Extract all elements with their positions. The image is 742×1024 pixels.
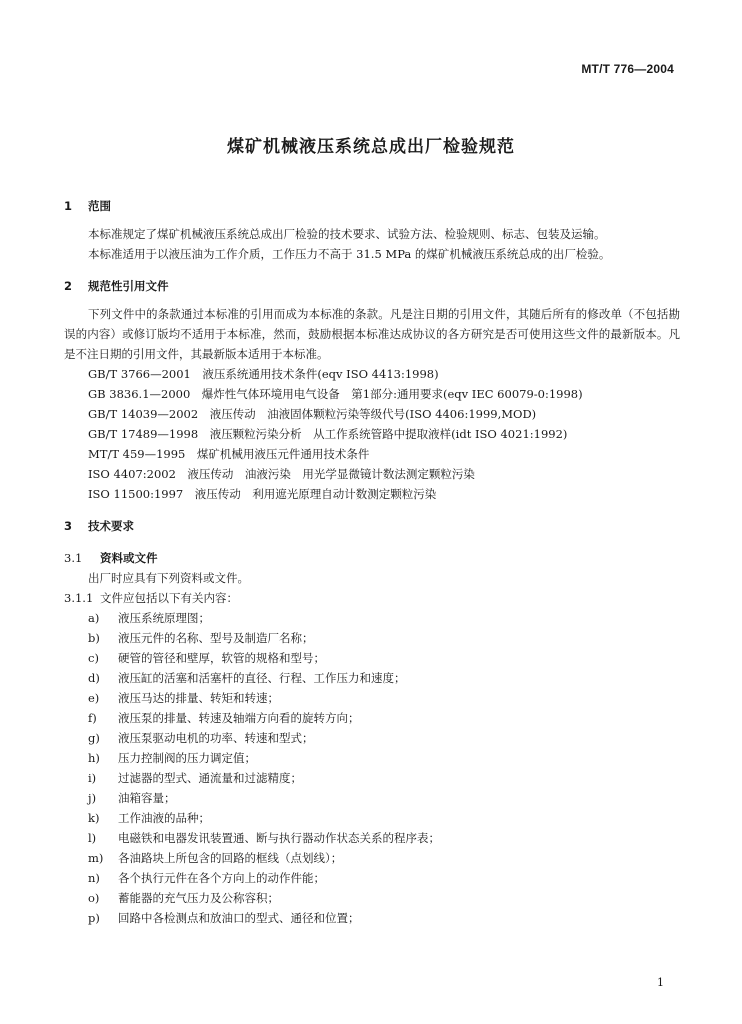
section-title: 技术要求 (88, 519, 134, 533)
list-item-text: 液压马达的排量、转矩和转速； (118, 691, 279, 705)
list-item-text: 液压泵驱动电机的功率、转速和型式； (118, 731, 314, 745)
subsection-text: 文件应包括以下有关内容： (100, 591, 238, 605)
list-item-text: 各油路块上所包含的回路的框线（点划线）； (118, 851, 343, 865)
list-item-label: h) (88, 751, 100, 765)
reference-item: GB/T 3766—2001 液压系统通用技术条件(eqv ISO 4413:1998) (88, 367, 439, 381)
section-2-heading (64, 276, 680, 296)
list-item-label: o) (88, 891, 100, 905)
list-item (64, 668, 680, 688)
list-item-text: 液压系统原理图； (118, 611, 210, 625)
reference-item: ISO 11500:1997 液压传动 利用遮光原理自动计数测定颗粒污染 (88, 487, 437, 501)
section-title: 规范性引用文件 (88, 279, 169, 293)
section-1-heading (64, 196, 680, 216)
list-item-label: f) (88, 711, 97, 725)
list-item-label: c) (88, 651, 99, 665)
list-item-label: n) (88, 871, 100, 885)
reference-item: GB/T 14039—2002 液压传动 油液固体颗粒污染等级代号(ISO 4406:1999,MOD) (88, 407, 537, 421)
list-item (64, 788, 680, 808)
list-item-text: 液压泵的排量、转速及轴端方向看的旋转方向； (118, 711, 360, 725)
list-item (64, 708, 680, 728)
standard-code: MT/T 776—2004 (581, 62, 674, 76)
list-item-text: 电磁铁和电器发讯装置通、断与执行器动作状态关系的程序表； (118, 831, 440, 845)
subsection-number: 3.1.1 (64, 591, 94, 605)
list-item-label: k) (88, 811, 100, 825)
list-item-text: 硬管的管径和壁厚，软管的规格和型号； (118, 651, 325, 665)
paragraph: 出厂时应具有下列资料或文件。 (88, 571, 249, 585)
list-item (64, 688, 680, 708)
list-item-label: d) (88, 671, 100, 685)
section-title: 范围 (88, 199, 111, 213)
document-body (64, 196, 680, 928)
list-item (64, 748, 680, 768)
paragraph: 本标准规定了煤矿机械液压系统总成出厂检验的技术要求、试验方法、检验规则、标志、包装及运输。 (88, 227, 606, 241)
reference-item: MT/T 459—1995 煤矿机械用液压元件通用技术条件 (88, 447, 370, 461)
section-number: 1 (64, 199, 73, 213)
reference-item: ISO 4407:2002 液压传动 油液污染 用光学显微镜计数法测定颗粒污染 (88, 467, 475, 481)
list-item (64, 868, 680, 888)
list-item-text: 回路中各检测点和放油口的型式、通径和位置； (118, 911, 360, 925)
list-item (64, 728, 680, 748)
subsection-3-1-1 (64, 588, 680, 608)
list-item-text: 油箱容量； (118, 791, 176, 805)
list-item-text: 过滤器的型式、通流量和过滤精度； (118, 771, 302, 785)
subsection-number: 3.1 (64, 551, 83, 565)
list-item-label: g) (88, 731, 100, 745)
section-number: 3 (64, 519, 73, 533)
subsection-title: 资料或文件 (100, 551, 158, 565)
section-3-heading (64, 516, 680, 536)
list-item (64, 808, 680, 828)
section-number: 2 (64, 279, 73, 293)
list-item-text: 压力控制阀的压力调定值； (118, 751, 256, 765)
list-item (64, 648, 680, 668)
list-item (64, 628, 680, 648)
list-item-label: j) (88, 791, 97, 805)
list-item-text: 各个执行元件在各个方向上的动作件能； (118, 871, 325, 885)
reference-item: GB/T 17489—1998 液压颗粒污染分析 从工作系统管路中提取液样(idt ISO 4021:1992) (88, 427, 568, 441)
list-item-label: p) (88, 911, 100, 925)
paragraph: 下列文件中的条款通过本标准的引用而成为本标准的条款。凡是注日期的引用文件，其随后所有的修改单（不包括勘误的内容）或修订版均不适用于本标准，然而，鼓励根据本标准达成协议的各方研究是否可使用这些文件的最新版本。凡是不注日期的引用文件，其最新版本适用于本标准。 (64, 307, 680, 361)
list-item (64, 768, 680, 788)
list-item-text: 蓄能器的充气压力及公称容积； (118, 891, 279, 905)
list-item-label: i) (88, 771, 97, 785)
list-item-text: 液压元件的名称、型号及制造厂名称； (118, 631, 314, 645)
subsection-3-1-heading (64, 548, 680, 568)
paragraph: 本标准适用于以液压油为工作介质，工作压力不高于 31.5 MPa 的煤矿机械液压系统总成的出厂检验。 (88, 247, 611, 261)
page-number: 1 (657, 976, 664, 989)
list-item-label: a) (88, 611, 100, 625)
list-item (64, 828, 680, 848)
list-item-label: e) (88, 691, 100, 705)
list-item-text: 液压缸的活塞和活塞杆的直径、行程、工作压力和速度； (118, 671, 406, 685)
list-item-text: 工作油液的品种； (118, 811, 210, 825)
list-item-label: b) (88, 631, 100, 645)
document-title: 煤矿机械液压系统总成出厂检验规范 (227, 137, 515, 157)
reference-item: GB 3836.1—2000 爆炸性气体环境用电气设备 第1部分:通用要求(eqv IEC 60079-0:1998) (88, 387, 583, 401)
list-item (64, 888, 680, 908)
list-item-label: m) (88, 851, 104, 865)
list-item (64, 908, 680, 928)
list-item (64, 848, 680, 868)
list-item (64, 608, 680, 628)
list-item-label: l) (88, 831, 97, 845)
